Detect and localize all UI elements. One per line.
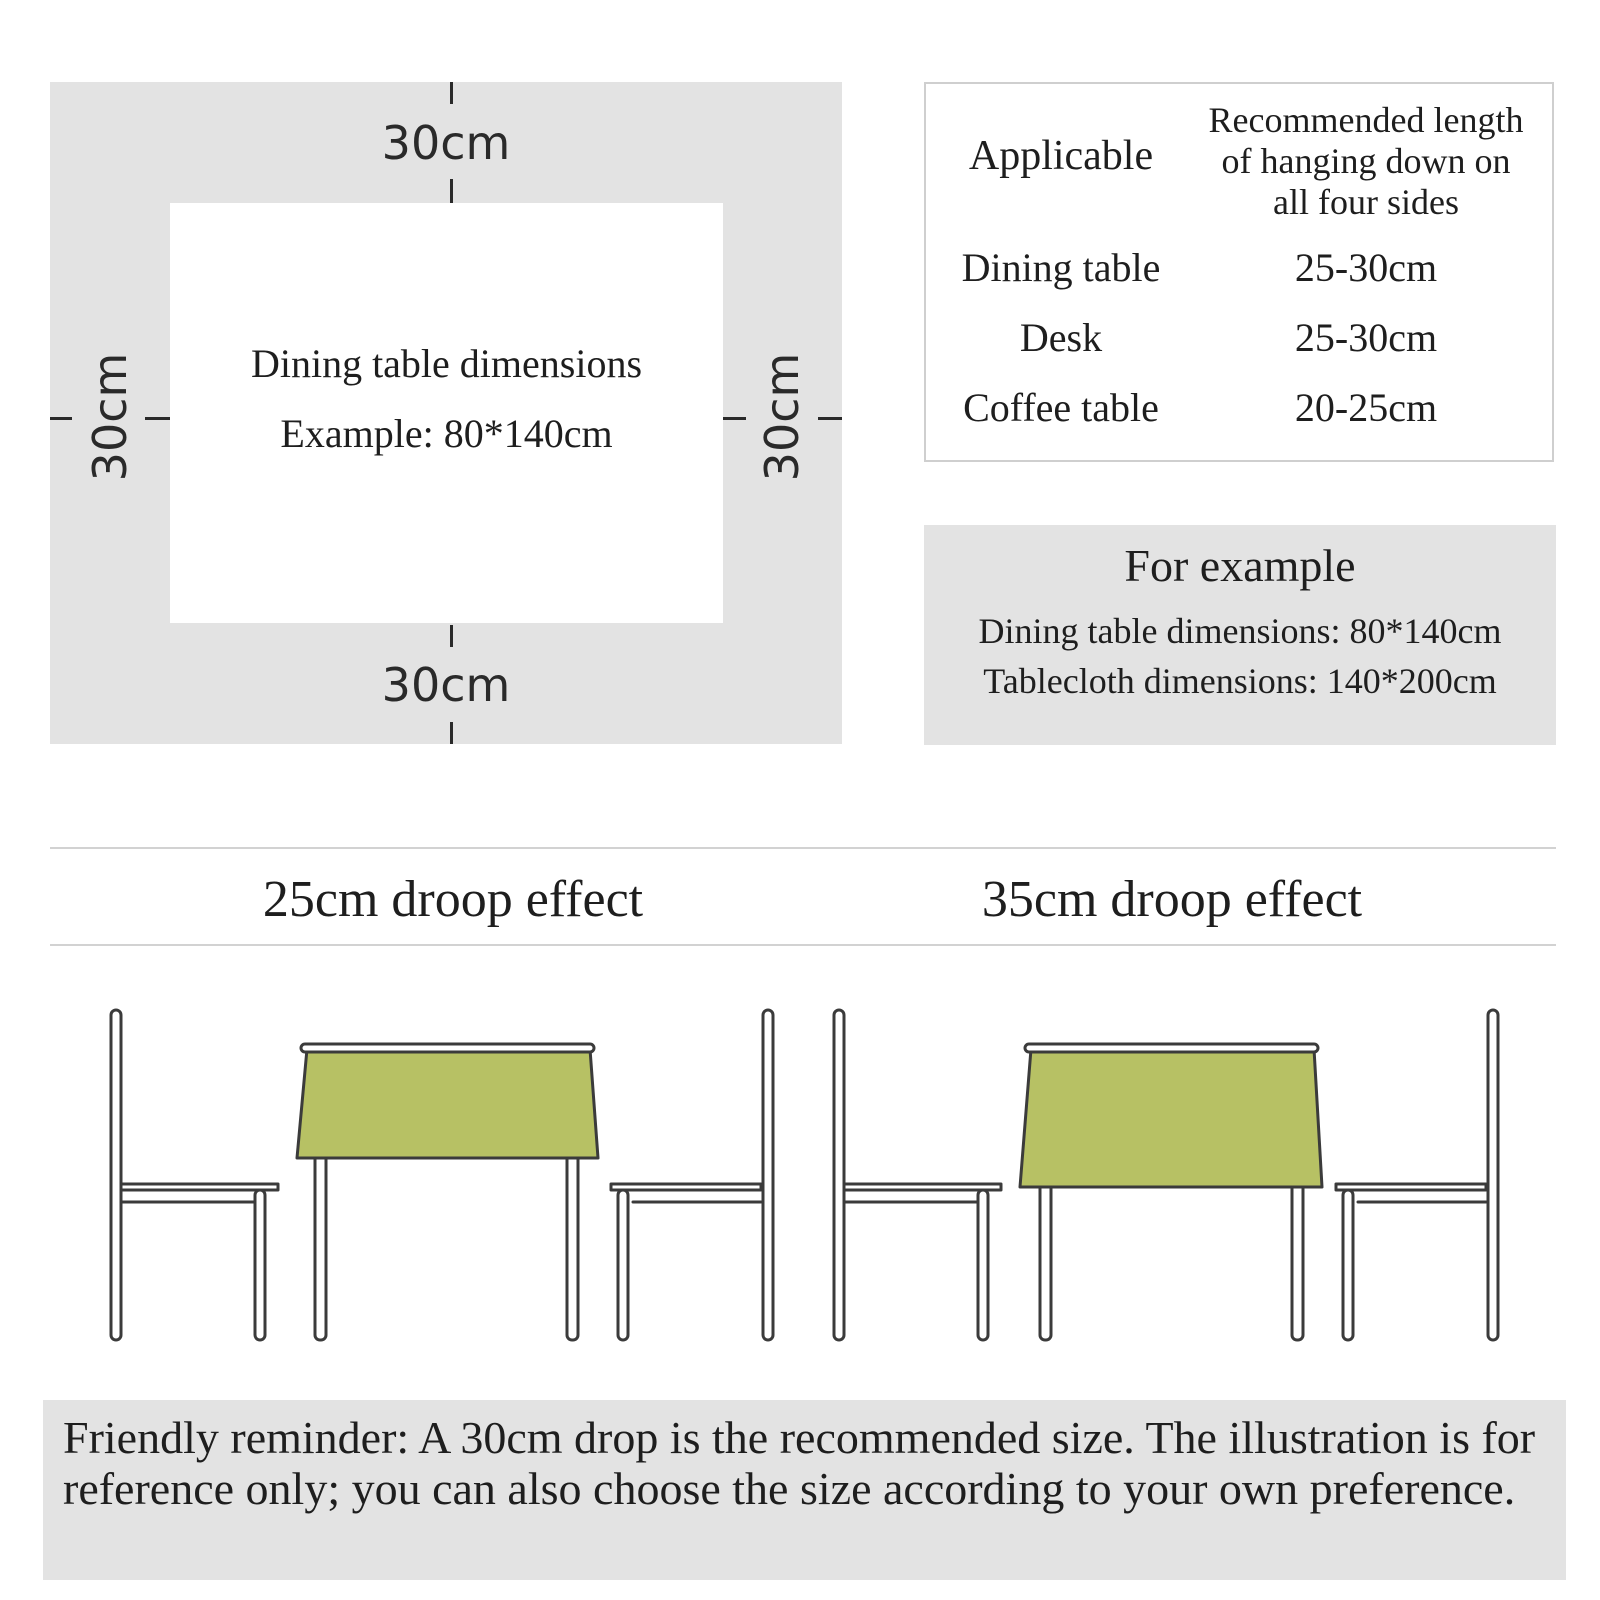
bottom-dimension-label: 30cm <box>381 658 511 712</box>
example-title: For example <box>1124 540 1356 591</box>
table-length-cell: 20-25cm <box>1294 385 1438 430</box>
tablecloth-35cm <box>1020 1049 1322 1187</box>
table-25cm <box>297 1044 598 1340</box>
scene-25cm-droop <box>111 1010 773 1340</box>
divider-top <box>50 847 1556 849</box>
divider-bottom <box>50 944 1556 946</box>
droop-25cm-label: 25cm droop effect <box>262 871 644 928</box>
friendly-reminder <box>43 1400 1566 1580</box>
reminder-text: Friendly reminder: A 30cm drop is the recommended size. The illustration is for reference only; you can also choose the size according to your own preference. <box>63 1412 1536 1514</box>
example-box <box>924 525 1556 745</box>
table-dimensions-title: Dining table dimensions <box>250 341 643 386</box>
right-dimension-tick-outer <box>818 417 842 420</box>
right-dimension-label: 30cm <box>755 352 809 482</box>
left-dimension-tick-outer <box>50 417 72 420</box>
chair-left <box>834 1010 1001 1340</box>
bottom-dimension-tick-lower <box>450 722 453 744</box>
recommended-length-header-line: all four sides <box>1273 182 1459 222</box>
droop-35cm-label: 35cm droop effect <box>981 871 1363 928</box>
table-length-cell: 25-30cm <box>1294 245 1438 290</box>
right-dimension-tick-inner <box>723 417 746 420</box>
droop-illustration <box>0 990 1600 1360</box>
top-dimension-tick-lower <box>450 179 453 203</box>
table-35cm <box>1020 1044 1322 1340</box>
top-dimension-tick-upper <box>450 82 453 104</box>
recommended-length-header-line: of hanging down on <box>1221 141 1511 181</box>
applicable-header: Applicable <box>968 133 1154 179</box>
bottom-dimension-tick-upper <box>450 625 453 647</box>
example-dining-dimensions: Dining table dimensions: 80*140cm <box>978 611 1502 651</box>
chair-right <box>611 1010 773 1340</box>
left-dimension-label: 30cm <box>83 352 137 482</box>
recommended-length-header <box>1176 100 1556 223</box>
example-tablecloth-dimensions: Tablecloth dimensions: 140*200cm <box>983 661 1497 701</box>
left-dimension-tick-inner <box>145 417 170 420</box>
chair-right <box>1336 1010 1498 1340</box>
table-type-cell: Desk <box>1019 315 1103 360</box>
tablecloth-25cm <box>297 1049 598 1158</box>
scene-35cm-droop <box>834 1010 1498 1340</box>
chair-left <box>111 1010 278 1340</box>
table-type-cell: Dining table <box>961 245 1161 290</box>
table-type-cell: Coffee table <box>963 385 1159 430</box>
top-dimension-label: 30cm <box>381 116 511 170</box>
recommended-length-header-line: Recommended length <box>1208 100 1524 140</box>
applicable-table <box>924 82 1554 462</box>
table-length-cell: 25-30cm <box>1294 315 1438 360</box>
table-dimensions-example: Example: 80*140cm <box>280 411 613 456</box>
